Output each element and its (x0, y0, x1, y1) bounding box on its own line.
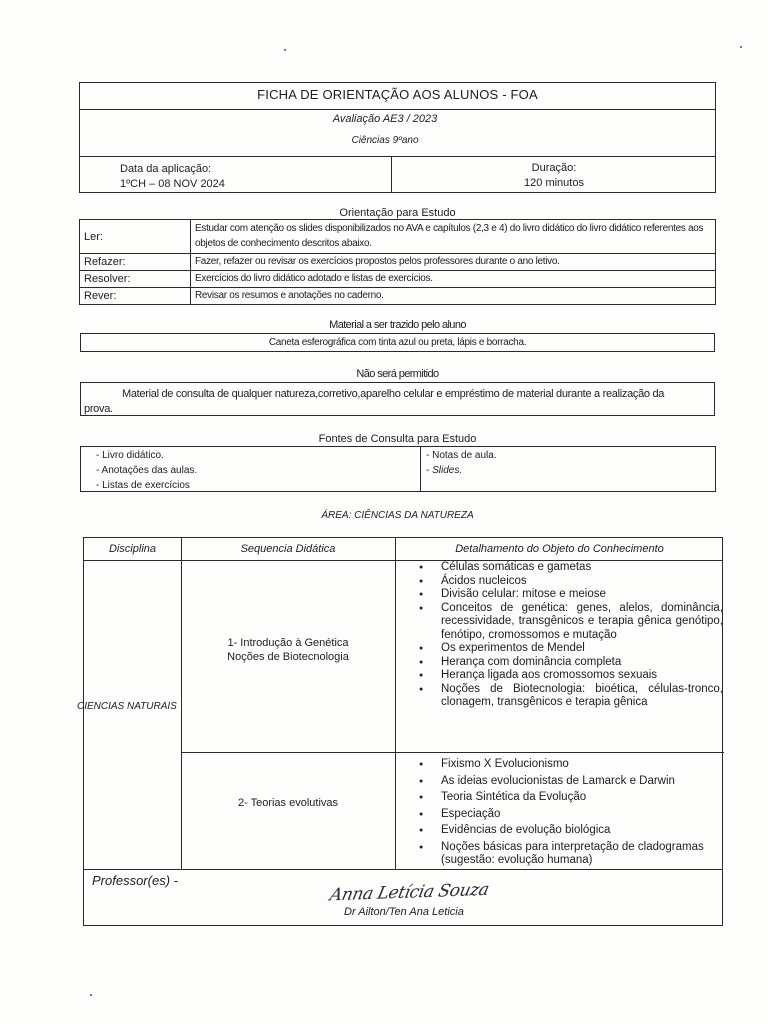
slides-label: Slides. (432, 465, 463, 476)
scan-speck (740, 46, 742, 48)
sequence-1-line-2: Noções de Biotecnologia (227, 651, 349, 663)
info-divider (80, 156, 715, 157)
sources-box (80, 446, 716, 492)
sources-left-item: - Livro didático. (96, 450, 164, 461)
scan-speck (284, 49, 286, 51)
professor-divider (84, 869, 722, 870)
list-item: ● Noções de Biotecnologia: bioética, células-tronco, clonagem, transgênicos e terapia gênica (415, 683, 723, 710)
header-discipline: Disciplina (108, 543, 157, 555)
not-allowed-box (80, 382, 715, 416)
sequence-row-divider (181, 752, 724, 753)
list-item: ● Ácidos nucleicos (415, 575, 723, 589)
sources-right-item: - Notas de aula. (426, 450, 497, 461)
details-list-1 (415, 561, 723, 710)
orientation-text-rever: Revisar os resumos e anotações no caderno. (195, 290, 384, 301)
orientation-row-divider (80, 253, 715, 254)
header-details: Detalhamento do Objeto do Conhecimento (455, 543, 664, 555)
orientation-label-rever: Rever: (84, 290, 117, 302)
slides-prefix: - (426, 465, 433, 476)
date-label: Data da aplicação: (120, 163, 212, 175)
list-item: ● Teoria Sintética da Evolução (415, 791, 720, 805)
details-list-2 (415, 758, 720, 868)
list-item: ● Noções básicas para interpretação de cladogramas (sugestão: evolução humana) (415, 841, 720, 868)
orientation-text-ler: Estudar com atenção os slides disponibilizados no AVA e capítulos (2,3 e 4) do livro didático do livro didático referentes aos objetos de conhecimento descritos abaixo. (195, 223, 704, 249)
list-item: ● Especiação (415, 808, 720, 822)
sequence-1 (181, 636, 395, 664)
list-item: ● As ideias evolucionistas de Lamarck e Darwin (415, 775, 720, 789)
list-item: ● Evidências de evolução biológica (415, 824, 720, 838)
title-divider (80, 109, 715, 110)
date-value: 1ºCH – 08 NOV 2024 (120, 178, 225, 190)
signature (327, 879, 520, 908)
professor-names: Dr Ailton/Ten Ana Leticia (344, 906, 464, 918)
content-table (77, 537, 723, 926)
list-item: ● Fixismo X Evolucionismo (415, 758, 720, 772)
orientation-col-divider (190, 220, 191, 304)
materials-text: Caneta esferográfica com tinta azul ou preta, lápis e borracha. (268, 337, 527, 348)
form-title: FICHA DE ORIENTAÇÃO AOS ALUNOS - FOA (257, 87, 538, 102)
orientation-title: Orientação para Estudo (339, 207, 456, 219)
sequence-1-line-1: 1- Introdução à Genética (227, 637, 349, 649)
orientation-text-resolver: Exercícios do livro didático adotado e listas de exercícios. (195, 273, 433, 284)
duration-value: 120 minutos (524, 177, 584, 189)
not-allowed-text: Material de consulta de qualquer natureza,corretivo,aparelho celular e empréstimo de material durante a realização da prova. (84, 388, 665, 415)
materials-title: Material a ser trazido pelo aluno (329, 319, 466, 331)
professor-label: Professor(es) - (92, 873, 178, 888)
area-title: ÁREA: CIÊNCIAS DA NATUREZA (321, 510, 474, 521)
orientation-text-refazer: Fazer, refazer ou revisar os exercícios propostos pelos professores durante o ano letivo. (195, 256, 560, 267)
list-item: ● Os experimentos de Mendel (415, 642, 723, 656)
list-item: ● Conceitos de genética: genes, alelos, dominância, recessividade, transgênicos e terapia gênica genótipo, fenótipo, cromossomos e mutação (415, 602, 723, 643)
discipline-name: CIÊNCIAS NATURAIS (77, 701, 177, 712)
sources-divider (420, 447, 421, 491)
orientation-label-ler: Ler: (84, 231, 103, 243)
list-item: ● Células somáticas e gametas (415, 561, 723, 575)
sources-title: Fontes de Consulta para Estudo (318, 433, 477, 445)
col-divider-1 (181, 538, 182, 869)
materials-box (80, 333, 715, 352)
col-divider-2 (395, 538, 396, 869)
duration-label: Duração: (531, 162, 577, 174)
scan-speck (90, 994, 92, 996)
header-sequence: Sequencia Didática (240, 543, 336, 555)
orientation-row-divider (80, 270, 715, 271)
sequence-2: 2- Teorias evolutivas (237, 797, 339, 809)
sources-left-item: - Listas de exercícios (96, 480, 190, 491)
orientation-row-divider (80, 287, 715, 288)
list-item: ● Divisão celular: mitose e meiose (415, 588, 723, 602)
orientation-table (79, 219, 716, 305)
signature-text: Anna Letícia Souza (327, 879, 491, 906)
assessment-label: Avaliação AE3 / 2023 (332, 113, 438, 125)
list-item: ● Herança ligada aos cromossomos sexuais (415, 669, 723, 683)
not-allowed-title: Não será permitido (356, 368, 439, 380)
sources-right-item (426, 465, 462, 476)
subject-grade: Ciências 9ºano (351, 135, 419, 146)
orientation-label-refazer: Refazer: (84, 256, 126, 268)
orientation-label-resolver: Resolver: (84, 273, 131, 285)
sources-left-item: - Anotações das aulas. (96, 465, 198, 476)
list-item: ● Herança com dominância completa (415, 656, 723, 670)
header-box (79, 82, 716, 193)
